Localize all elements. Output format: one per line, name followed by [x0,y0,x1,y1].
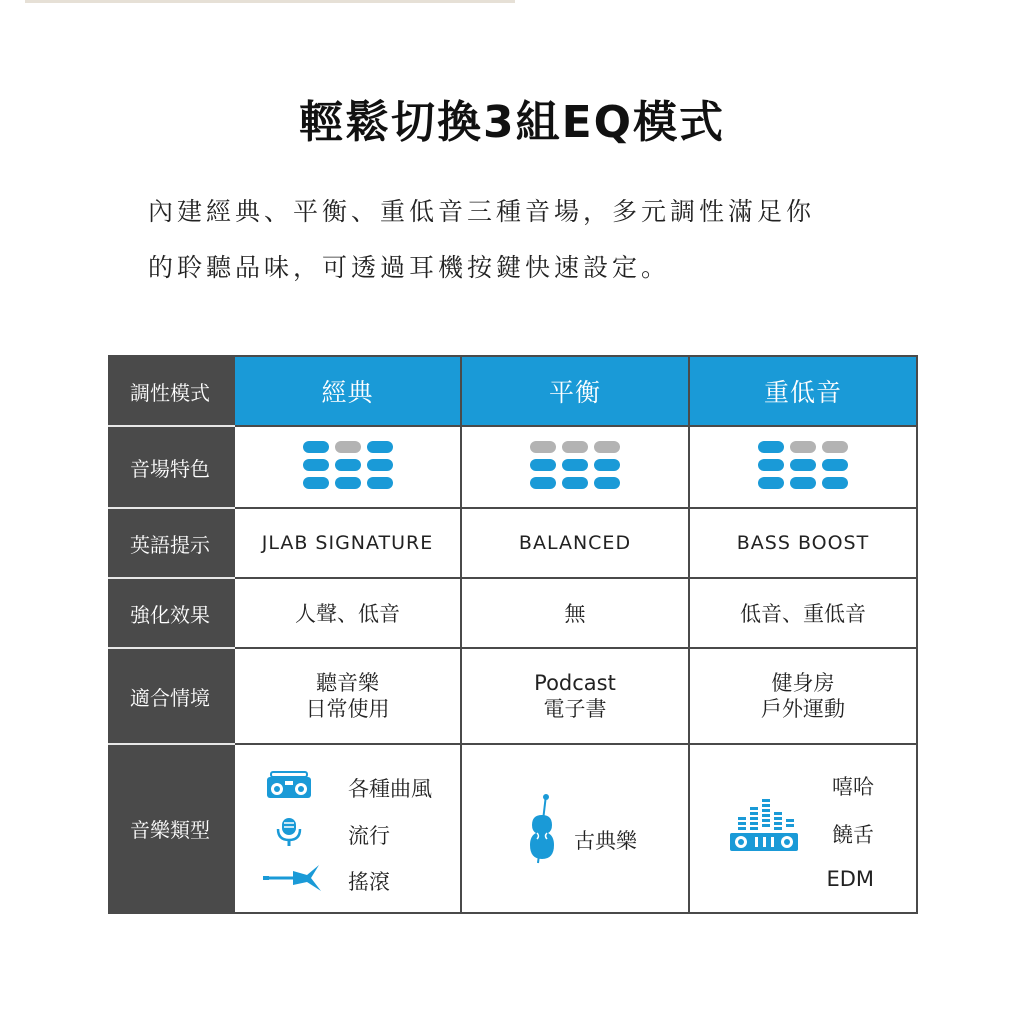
effect-bass: 低音、重低音 [689,578,917,648]
electric-guitar-icon [263,863,323,893]
eq-bars-icon [530,441,620,489]
intro-line-2: 的聆聽品味，可透過耳機按鍵快速設定。 [148,253,671,282]
genre-bass [689,744,917,913]
scenario-line: 戶外運動 [761,697,845,721]
scenario-line: 電子書 [543,697,607,721]
mode-header-balanced: 平衡 [461,356,689,426]
genre-label: 搖滾 [348,870,390,894]
genre-label: 各種曲風 [348,777,432,801]
genre-label: 流行 [348,824,390,848]
genre-classic [234,744,461,913]
page-title: 輕鬆切換3組EQ模式 [298,97,726,148]
intro-text [148,184,908,296]
effect-classic: 人聲、低音 [234,578,461,648]
genre-label: EDM [826,867,874,891]
intro-line-1: 內建經典、平衡、重低音三種音場，多元調性滿足你 [148,197,816,226]
english-balanced: BALANCED [461,508,689,578]
eq-bars-icon [303,441,393,489]
top-divider [25,0,515,3]
genre-label: 嘻哈 [832,775,874,799]
scenario-line: 日常使用 [305,697,390,721]
genre-item [263,770,453,800]
effect-balanced: 無 [461,578,689,648]
genre-balanced [461,744,689,913]
eq-profile-bass [689,426,917,508]
genre-label: 古典樂 [574,829,637,853]
eq-mode-table [108,355,918,914]
scenario-balanced [461,648,689,744]
scenario-classic [234,648,461,744]
genre-label: 饒舌 [832,823,874,847]
row-header-effect: 強化效果 [109,578,234,648]
row-header-genre: 音樂類型 [109,744,234,913]
scenario-line: 健身房 [771,671,835,695]
eq-bars-icon [758,441,848,489]
genre-item [263,863,453,893]
row-header-english: 英語提示 [109,508,234,578]
english-classic: JLAB SIGNATURE [234,508,461,578]
boombox-icon [263,770,323,800]
eq-profile-balanced [461,426,689,508]
english-bass: BASS BOOST [689,508,917,578]
dj-mixer-icon [728,795,800,853]
row-header-scenario: 適合情境 [109,648,234,744]
mode-header-classic: 經典 [234,356,461,426]
mode-header-bass: 重低音 [689,356,917,426]
scenario-line: Podcast [534,671,616,695]
scenario-line: 聽音樂 [316,671,379,695]
microphone-icon [263,817,323,847]
violin-icon [522,793,562,865]
eq-profile-classic [234,426,461,508]
genre-item [263,817,453,847]
corner-header: 調性模式 [109,356,234,426]
scenario-bass [689,648,917,744]
row-header-sound: 音場特色 [109,426,234,508]
